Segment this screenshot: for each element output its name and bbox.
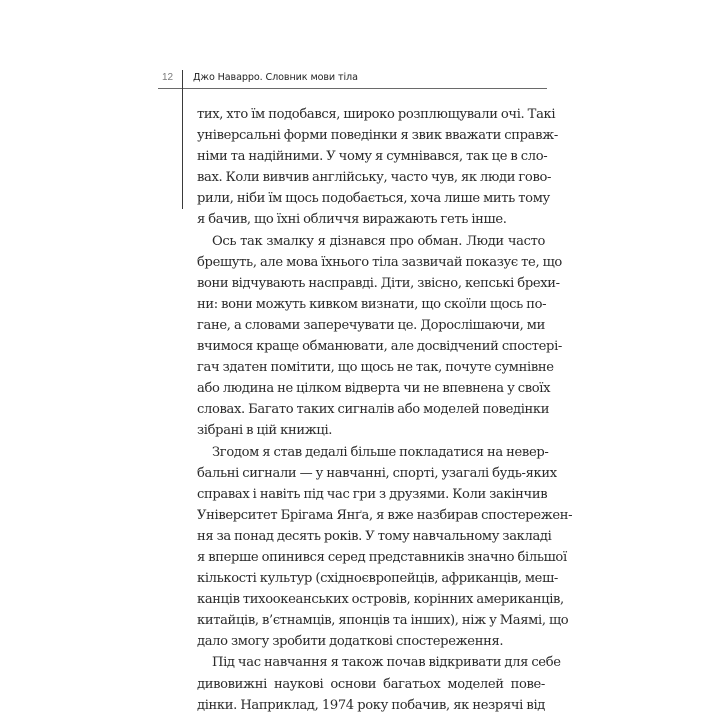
text-line: канців тихоокеанських островів, корінних американців, [197,592,564,608]
text-line: вах. Коли вивчив англійську, часто чув, як люди гово- [197,170,552,186]
text-line: китайців, в’єтнамців, японців та інших), ніж у Маямі, що [197,613,569,629]
paragraph [197,442,573,653]
text-line: німи та надійними. У чому я сумнівався, так це в сло- [197,149,548,165]
text-line: дало змогу зробити додаткові спостереження. [197,634,504,650]
text-line: ня за понад десять років. У тому навчальному закладі [197,528,552,544]
text-line: словах. Багато таких сигналів або моделей поведінки [197,402,550,418]
margin-vertical-rule [182,70,183,209]
text-line: дінки. Наприклад, 1974 року побачив, як незрячі від [197,697,545,713]
text-line: гач здатен помітити, що щось не так, почуте сумнівне [197,360,554,376]
text-line: ни: вони можуть кивком визнати, що скоїли щось по- [197,296,547,312]
text-line: вчимося краще обманювати, але досвідчений спостері- [197,339,562,355]
text-line: рили, ніби їм щось подобається, хоча лише мить тому [197,191,550,207]
text-line: або людина не цілком відверта чи не впевнена у своїх [197,381,551,397]
text-line: Ось так змалку я дізнався про обман. Люди часто [212,233,545,249]
text-line: Під час навчання я також почав відкривати для себе [212,655,561,671]
text-line: бальні сигнали — у навчанні, спорті, узагалі будь-яких [197,465,557,481]
text-line: брешуть, але мова їхнього тіла зазвичай показує те, що [197,254,562,270]
text-line: я бачив, що їхні обличчя виражають геть інше. [197,212,507,228]
text-line: універсальні форми поведінки я звик вважати справж- [197,128,558,144]
page-number: 12 [162,72,174,83]
body-text [197,104,573,716]
text-line: я вперше опинився серед представників значно більшої [197,549,567,565]
header-rule [158,88,547,89]
text-line: тих, хто їм подобався, широко розплющували очі. Такі [197,107,556,122]
text-line: справах і навіть під час гри з друзями. Коли закінчив [197,486,548,502]
text-line: Згодом я став дедалі більше покладатися на невер- [212,444,549,460]
text-line: дивовижні наукові основи багатьох моделей пове- [197,676,545,692]
text-line: Університет Брігама Янґа, я вже назбирав спостережен- [197,507,573,523]
text-line: гане, а словами заперечувати це. Дорослішаючи, ми [197,317,545,333]
text-line: вони відчувають насправді. Діти, звісно, кепські брехи- [197,275,560,291]
paragraph [197,652,561,715]
paragraph [197,104,558,231]
paragraph [197,231,562,442]
text-line: кількості культур (східноєвропейців, африканців, меш- [197,571,558,587]
text-line: зібрані в цій книжці. [197,423,333,439]
running-head: Джо Наварро. Словник мови тіла [193,72,358,83]
